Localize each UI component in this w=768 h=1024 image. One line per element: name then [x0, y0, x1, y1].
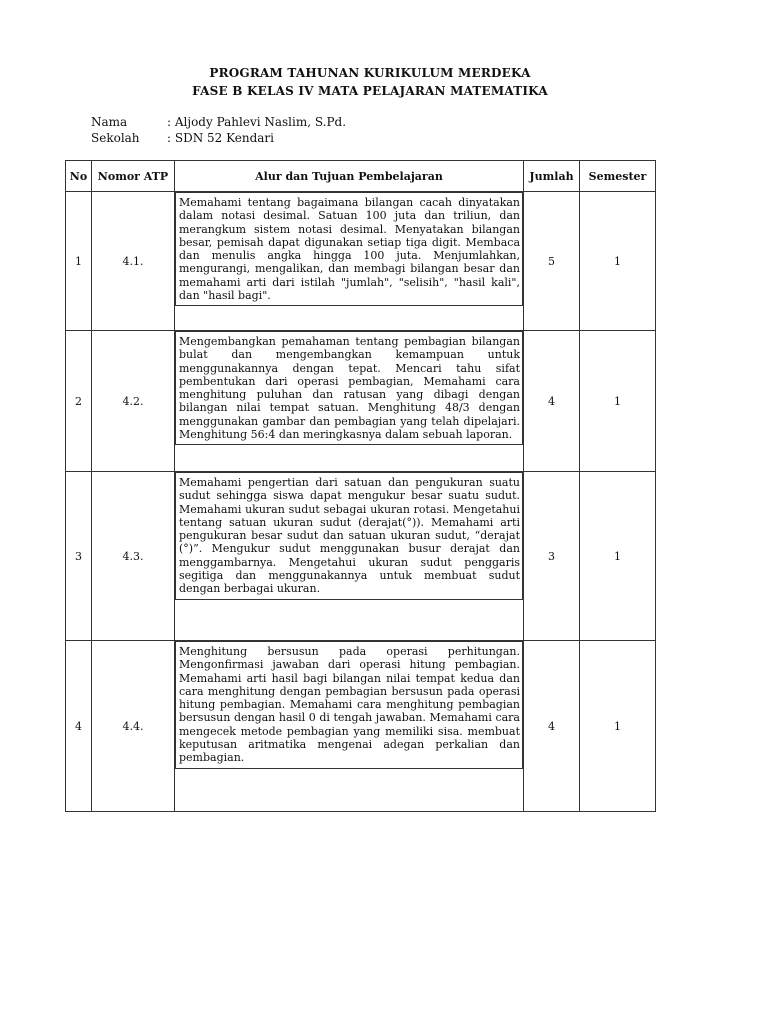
nama-value: : Aljody Pahlevi Naslim, S.Pd. [167, 115, 347, 129]
description-text: Memahami pengertian dari satuan dan pengukuran suatu sudut sehingga siswa dapat mengukur besar suatu sudut. Memahami ukuran sudut sebagai ukuran rotasi. Mengetahui tentang satuan ukuran sudut (derajat(°)). Memahami arti pengukuran besar sudut dan satuan ukuran sudut, “derajat (°)”. Mengukur sudut menggunakan busur derajat dan menggambarnya. Mengetahui ukuran sudut penggaris segitiga dan menggunakannya untuk membuat sudut dengan berbagai ukuran. [175, 472, 523, 600]
atp-table [65, 160, 656, 812]
cell-jumlah: 4 [524, 641, 580, 812]
cell-no: 4 [66, 641, 92, 812]
description-text: Mengembangkan pemahaman tentang pembagian bilangan bulat dan mengembangkan kemampuan untuk menggunakannya dengan tepat. Mencari tahu sifat pembentukan dari operasi pembagian, Memahami cara menghitung puluhan dan ratusan yang dibagi dengan bilangan nilai tempat satuan. Menghitung 48/3 dengan menggunakan gambar dan pembagian yang telah dipelajari. Menghitung 56:4 dan meringkasnya dalam sebuah laporan. [175, 331, 523, 445]
table-row [66, 641, 656, 812]
cell-semester: 1 [580, 331, 656, 472]
header-jumlah: Jumlah [524, 161, 580, 192]
cell-description [175, 331, 524, 472]
nama-label: Nama [91, 115, 128, 129]
cell-nomor-atp: 4.1. [92, 192, 175, 331]
header-alur-tujuan: Alur dan Tujuan Pembelajaran [175, 161, 524, 192]
cell-description [175, 472, 524, 641]
cell-description [175, 641, 524, 812]
table-header-row [66, 161, 656, 192]
document-subtitle: FASE B KELAS IV MATA PELAJARAN MATEMATIKA [192, 84, 548, 98]
cell-no: 1 [66, 192, 92, 331]
cell-nomor-atp: 4.2. [92, 331, 175, 472]
description-text: Menghitung bersusun pada operasi perhitungan. Mengonfirmasi jawaban dari operasi hitung pembagian. Memahami arti hasil bagi bilangan nilai tempat kedua dan cara menghitung dengan pembagian bersusun pada operasi hitung pembagian. Memahami cara menghitung pembagian bersusun dengan hasil 0 di tengah jawaban. Memahami cara mengecek metode pembagian yang memiliki sisa. membuat keputusan aritmatika mengenai adegan perkalian dan pembagian. [175, 641, 523, 769]
cell-semester: 1 [580, 472, 656, 641]
description-text: Memahami tentang bagaimana bilangan cacah dinyatakan dalam notasi desimal. Satuan 100 juta dan triliun, dan merangkum sistem notasi desimal. Menyatakan bilangan besar, pemisah dapat digunakan setiap tiga digit. Membaca dan menulis angka hingga 100 juta. Menjumlahkan, mengurangi, mengalikan, dan membagi bilangan besar dan memahami arti dari istilah "jumlah", "selisih", "hasil kali", dan "hasil bagi". [175, 192, 523, 306]
table-row [66, 472, 656, 641]
header-semester: Semester [580, 161, 656, 192]
cell-no: 3 [66, 472, 92, 641]
table-row [66, 331, 656, 472]
cell-semester: 1 [580, 641, 656, 812]
cell-nomor-atp: 4.4. [92, 641, 175, 812]
meta-sekolah [91, 131, 274, 145]
cell-jumlah: 4 [524, 331, 580, 472]
header-no: No [66, 161, 92, 192]
meta-nama [91, 115, 346, 129]
cell-no: 2 [66, 331, 92, 472]
cell-jumlah: 5 [524, 192, 580, 331]
table-row [66, 192, 656, 331]
cell-description [175, 192, 524, 331]
cell-nomor-atp: 4.3. [92, 472, 175, 641]
sekolah-value: : SDN 52 Kendari [167, 131, 274, 145]
sekolah-label: Sekolah [91, 131, 140, 145]
cell-jumlah: 3 [524, 472, 580, 641]
cell-semester: 1 [580, 192, 656, 331]
document-title: PROGRAM TAHUNAN KURIKULUM MERDEKA [209, 66, 531, 80]
header-nomor-atp: Nomor ATP [92, 161, 175, 192]
